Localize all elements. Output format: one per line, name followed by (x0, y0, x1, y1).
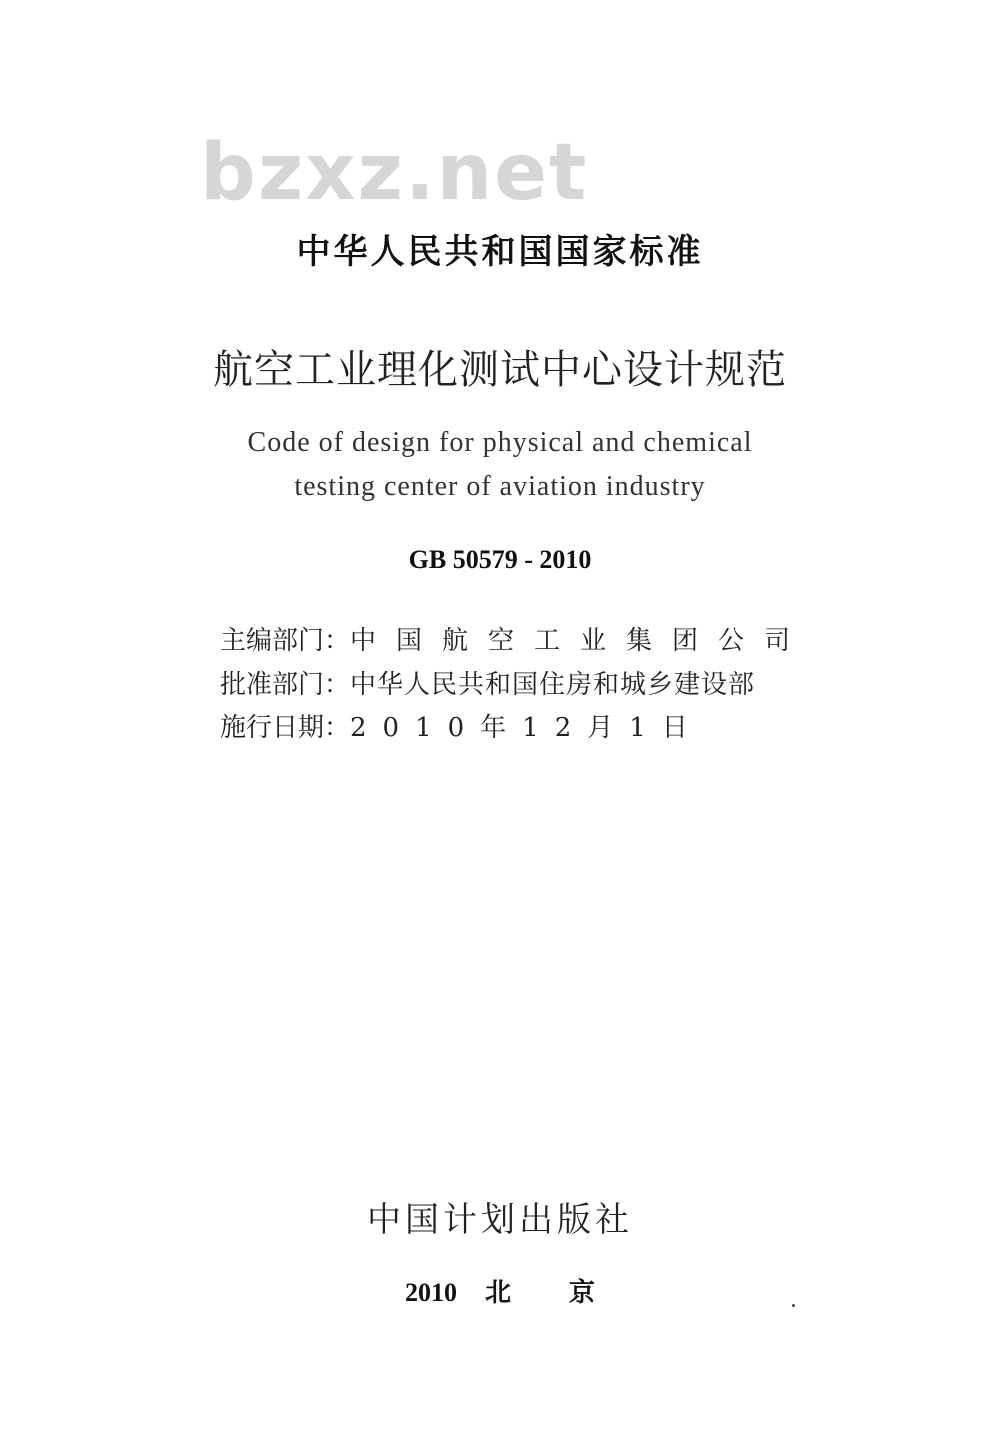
approver-value: 中华人民共和国住房和城乡建设部 (350, 670, 756, 700)
document-title-english-line-2: testing center of aviation industry (294, 471, 706, 502)
standard-organization-heading: 中华人民共和国国家标准 (296, 232, 704, 272)
scan-speck (792, 1304, 795, 1307)
approver-line (220, 664, 755, 701)
effective-date-value: 2010年12月1日 (350, 713, 704, 743)
document-title-chinese: 航空工业理化测试中心设计规范 (213, 347, 787, 393)
publication-year-place (405, 1272, 653, 1309)
standard-number: GB 50579 - 2010 (408, 545, 592, 574)
publication-city: 北京 (485, 1278, 654, 1307)
watermark: bzxz.net (200, 128, 589, 218)
approver-label: 批准部门： (220, 670, 351, 700)
chief-editor-value: 中国航空工业集团公司 (350, 626, 811, 656)
effective-date-line (220, 707, 704, 744)
publication-year: 2010 (405, 1278, 457, 1307)
effective-date-label: 施行日期： (220, 713, 351, 743)
chief-editor-label: 主编部门： (220, 626, 351, 656)
publisher-name: 中国计划出版社 (367, 1200, 633, 1240)
chief-editor-line (220, 620, 810, 657)
document-title-english-line-1: Code of design for physical and chemical (247, 427, 753, 458)
